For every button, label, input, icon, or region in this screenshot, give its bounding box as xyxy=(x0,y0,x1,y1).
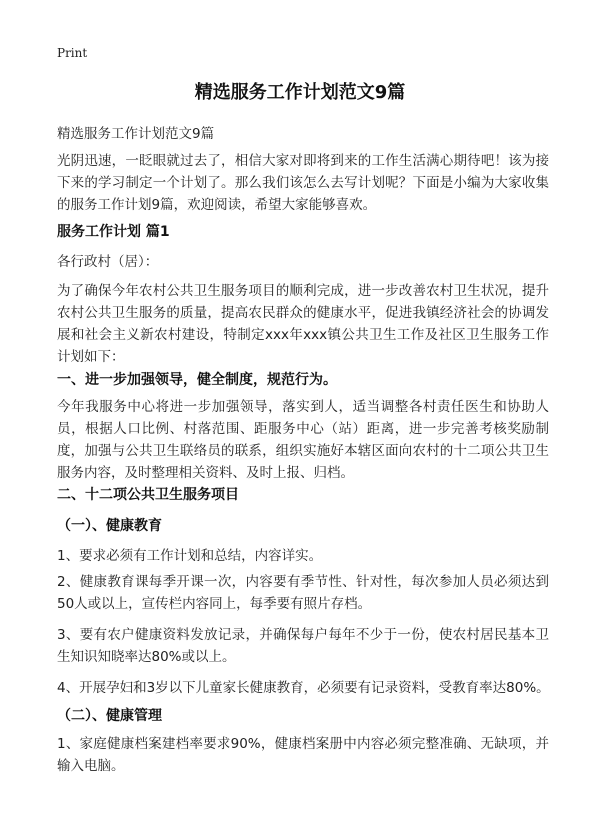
heading-one: 一、进一步加强领导，健全制度，规范行为。 xyxy=(57,372,337,388)
intro-paragraph: 光阴迅速，一眨眼就过去了，相信大家对即将到来的工作生活满心期待吧！该为接下来的学习制定一个计划了。那么我们该怎么去写计划呢？下面是小编为大家收集的服务工作计划9篇，欢迎阅读，希望大家能够喜欢。 xyxy=(57,153,549,213)
page-title: 精选服务工作计划范文9篇 xyxy=(194,82,406,103)
section-heading: 服务工作计划 篇1 xyxy=(57,224,170,240)
list-item: 3、要有农户健康资料发放记录，并确保每户每年不少于一份，使农村居民基本卫生知识知晓率达80%或以上。 xyxy=(57,627,549,665)
print-label: Print xyxy=(57,46,88,60)
subheading-health-management: （二）、健康管理 xyxy=(57,708,162,724)
subheading-health-education: （一）、健康教育 xyxy=(57,518,162,534)
list-item: 2、健康教育课每季开课一次，内容要有季节性、针对性，每次参加人员必须达到50人或以上，宣传栏内容同上，每季要有照片存档。 xyxy=(57,574,549,612)
body-paragraph-1: 为了确保今年农村公共卫生服务项目的顺利完成，进一步改善农村卫生状况，提升农村公共卫生服务的质量，提高农民群众的健康水平，促进我镇经济社会的协调发展和社会主义新农村建设，特制定xxx年xxx镇公共卫生工作及社区卫生服务工作计划如下： xyxy=(57,283,549,365)
list-item: 4、开展孕妇和3岁以下儿童家长健康教育，必须要有记录资料，受教育率达80%。 xyxy=(57,680,550,696)
heading-two: 二、十二项公共卫生服务项目 xyxy=(57,487,239,503)
list-item: 1、家庭健康档案建档率要求90%，健康档案册中内容必须完整准确、无缺项，并输入电脑。 xyxy=(57,736,549,774)
document-subtitle: 精选服务工作计划范文9篇 xyxy=(57,126,215,142)
list-item: 1、要求必须有工作计划和总结，内容详实。 xyxy=(57,548,323,564)
body-paragraph-2: 今年我服务中心将进一步加强领导，落实到人，适当调整各村责任医生和协助人员，根据人口比例、村落范围、距服务中心（站）距离，进一步完善考核奖励制度，加强与公共卫生联络员的联系，组织实施好本辖区面向农村的十二项公共卫生服务内容，及时整理相关资料、及时上报、归档。 xyxy=(57,399,549,481)
greeting-line: 各行政村（居）： xyxy=(57,254,159,270)
